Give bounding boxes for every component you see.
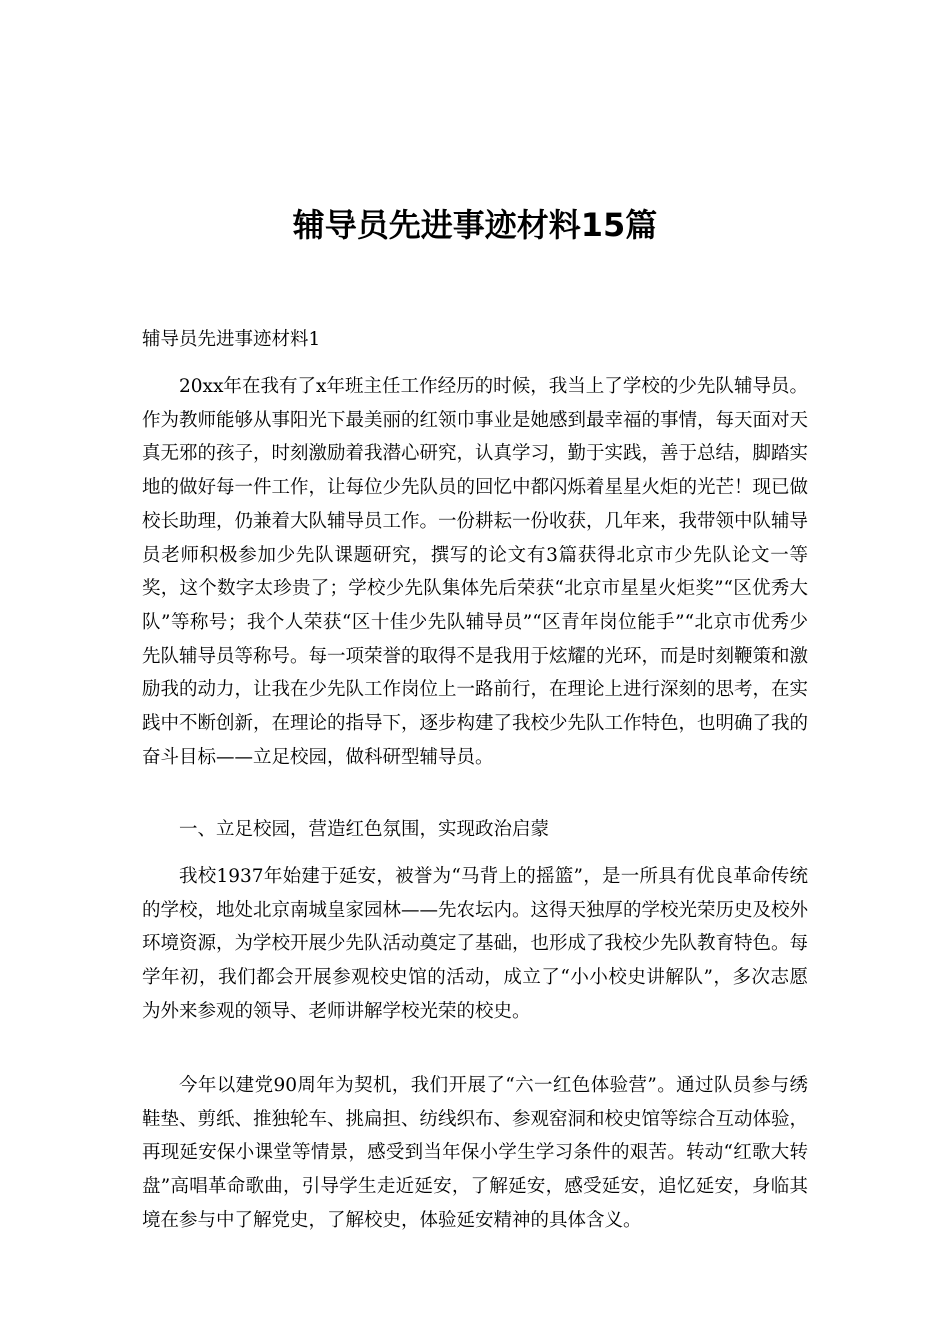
section-heading: 辅导员先进事迹材料1 [142, 329, 321, 350]
paragraph-school-history: 我校1937年始建于延安，被誉为“马背上的摇篮”，是一所具有优良革命传统的学校，地处北京南城皇家园林——先农坛内。这得天独厚的学校光荣历史及校外环境资源，为学校开展少先队活动奠定了基础，也形成了我校少先队教育特色。每学年初，我们都会开展参观校史馆的活动，成立了“小小校史讲解队”，多次志愿为外来参观的领导、老师讲解学校光荣的校史。 [142, 866, 809, 1022]
document-title: 辅导员先进事迹材料15篇 [292, 206, 658, 244]
subsection-heading: 一、立足校园，营造红色氛围，实现政治启蒙 [179, 819, 550, 840]
paragraph-intro: 20xx年在我有了x年班主任工作经历的时候，我当上了学校的少先队辅导员。作为教师能够从事阳光下最美丽的红领巾事业是她感到最幸福的事情，每天面对天真无邪的孩子，时刻激励着我潜心研究，认真学习，勤于实践，善于总结，脚踏实地的做好每一件工作，让每位少先队员的回忆中都闪烁着星星火炬的光芒！现已做校长助理，仍兼着大队辅导员工作。一份耕耘一份收获，几年来，我带领中队辅导员老师积极参加少先队课题研究，撰写的论文有3篇获得北京市少先队论文一等奖，这个数字太珍贵了；学校少先队集体先后荣获“北京市星星火炬奖”“区优秀大队”等称号；我个人荣获“区十佳少先队辅导员”“区青年岗位能手”“北京市优秀少先队辅导员等称号。每一项荣誉的取得不是我用于炫耀的光环，而是时刻鞭策和激励我的动力，让我在少先队工作岗位上一路前行，在理论上进行深刻的思考，在实践中不断创新，在理论的指导下，逐步构建了我校少先队工作特色，也明确了我的奋斗目标——立足校园，做科研型辅导员。 [142, 376, 809, 768]
paragraph-red-experience: 今年以建党90周年为契机，我们开展了“六一红色体验营”。通过队员参与绣鞋垫、剪纸、推独轮车、挑扁担、纺线织布、参观窑洞和校史馆等综合互动体验，再现延安保小课堂等情景，感受到当年保小学生学习条件的艰苦。转动“红歌大转盘”高唱革命歌曲，引导学生走近延安，了解延安，感受延安，追忆延安，身临其境在参与中了解党史，了解校史，体验延安精神的具体含义。 [142, 1075, 809, 1231]
